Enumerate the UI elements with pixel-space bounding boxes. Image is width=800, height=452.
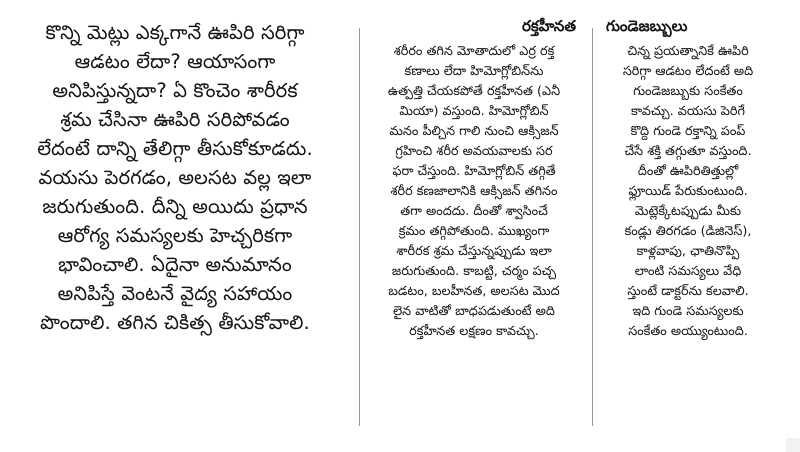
anemia-line: శారీరక శ్రమ చేస్తున్నప్పుడు ఇలా	[396, 244, 552, 259]
heart-line: ఫ్లూయిడ్ పేరుకుంటుంది.	[628, 184, 748, 199]
intro-line: పొందాలి. తగిన చికిత్స తీసుకోవాలి.	[40, 311, 310, 334]
intro-line: వయసు పెరగడం, అలసట వల్ల ఇలా	[38, 166, 312, 189]
heart-line: కండ్లు తిరగడం (డిజినెస్),	[624, 224, 752, 239]
anemia-line: తగా అందదు. దీంతో శ్వాసించే	[400, 204, 548, 219]
heart-line: కాళ్లవాపు, ఛాతినొప్పి	[636, 244, 740, 259]
anemia-line: గ్రహించి శరీర అవయవాలకు సర	[395, 144, 553, 159]
anemia-line: శరీర కణజాలానికి ఆక్సిజన్ తగినం	[390, 184, 558, 199]
anemia-line: ఫరా చేస్తుంది. హిమోగ్లోబిన్ తగ్గితే	[392, 164, 556, 179]
heart-line: చిన్న ప్రయత్నానికే ఊపిరి	[627, 44, 749, 59]
heart-line: లాంటి సమస్యలు వేధి	[634, 264, 742, 279]
heart-line: దీంతో ఊపిరితిత్తుల్లో	[637, 164, 739, 179]
anemia-line: రక్తహీనత లక్షణం కావచ్చు.	[409, 324, 539, 339]
anemia-line: బడటం, బలహీనత, అలసట మొద	[388, 284, 560, 299]
anemia-line: కణాలు లేదా హిమోగ్లోబిన్‌ను	[404, 64, 544, 79]
intro-column	[0, 0, 350, 337]
anemia-line: లైన వాటితో బాధపడుతుంటే అది	[393, 304, 555, 319]
intro-line: శ్రమ చేసినా ఊపిరి సరిపోవడం	[60, 108, 290, 131]
heart-disease-column	[588, 0, 788, 342]
heart-line: కావచ్చు. వయసు పెరిగే	[631, 104, 745, 119]
heart-disease-body	[588, 42, 788, 342]
intro-line: ఆడటం లేదా? ఆయాసంగా	[74, 50, 276, 73]
anemia-line: శరీరం తగిన మోతాదులో ఎర్ర రక్త	[393, 44, 555, 59]
heart-line: సంకేతం అయ్యుంటుంది.	[628, 324, 748, 339]
intro-line: ఆరోగ్య సమస్యలకు హెచ్చరికగా	[57, 224, 293, 247]
heart-line: మెట్లెక్కేటప్పుడు మీకు	[634, 204, 742, 219]
heart-line: కొద్ది గుండె రక్తాన్ని పంప్	[630, 124, 746, 139]
heart-disease-heading: గుండెజబ్బులు	[606, 17, 688, 35]
intro-line: జరుగుతుంది. దీన్ని అయిదు ప్రధాన	[42, 195, 308, 218]
intro-line: లేదంటే దాన్ని తేలిగ్గా తీసుకోకూడదు.	[37, 137, 313, 160]
intro-line: అనిపిస్తే వెంటనే వైద్య సహాయం	[57, 282, 293, 305]
intro-line: భావించాలి. ఏదైనా అనుమానం	[58, 253, 292, 276]
heart-line: స్తుంటే డాక్టర్‌ను కలవాలి.	[627, 284, 749, 299]
anemia-column	[360, 0, 588, 342]
heart-line: ఇది గుండె సమస్యలకు	[632, 304, 744, 319]
heart-line: గుండెజబ్బుకు సంకేతం	[633, 84, 743, 99]
intro-line: అనిపిస్తున్నదా? ఏ కొంచెం శారీరక	[52, 79, 298, 102]
heart-line: చేసే శక్తి తగ్గుతూ వస్తుంది.	[624, 144, 752, 159]
page-corner	[786, 438, 800, 452]
intro-line: కొన్ని మెట్లు ఎక్కగానే ఊపిరి సరిగ్గా	[45, 21, 305, 44]
anemia-line: క్రమం తగ్గిపోతుంది. ముఖ్యంగా	[398, 224, 550, 239]
anemia-line: ఉత్పత్తి చేయకపోతే రక్తహీనత (ఎనీ	[387, 84, 561, 99]
anemia-heading: రక్తహీనత	[522, 17, 576, 35]
anemia-body	[360, 42, 588, 342]
anemia-line: జరుగుతుంది. కాబట్టి, చర్మం పచ్చ	[391, 264, 557, 279]
anemia-line: మియా) వస్తుంది. హిమోగ్లోబిన్	[399, 104, 549, 119]
heart-line: సరిగ్గా ఆడటం లేదంటే అది	[622, 64, 754, 79]
anemia-line: మనం పీల్చిన గాలి నుంచి ఆక్సిజన్	[389, 124, 559, 139]
